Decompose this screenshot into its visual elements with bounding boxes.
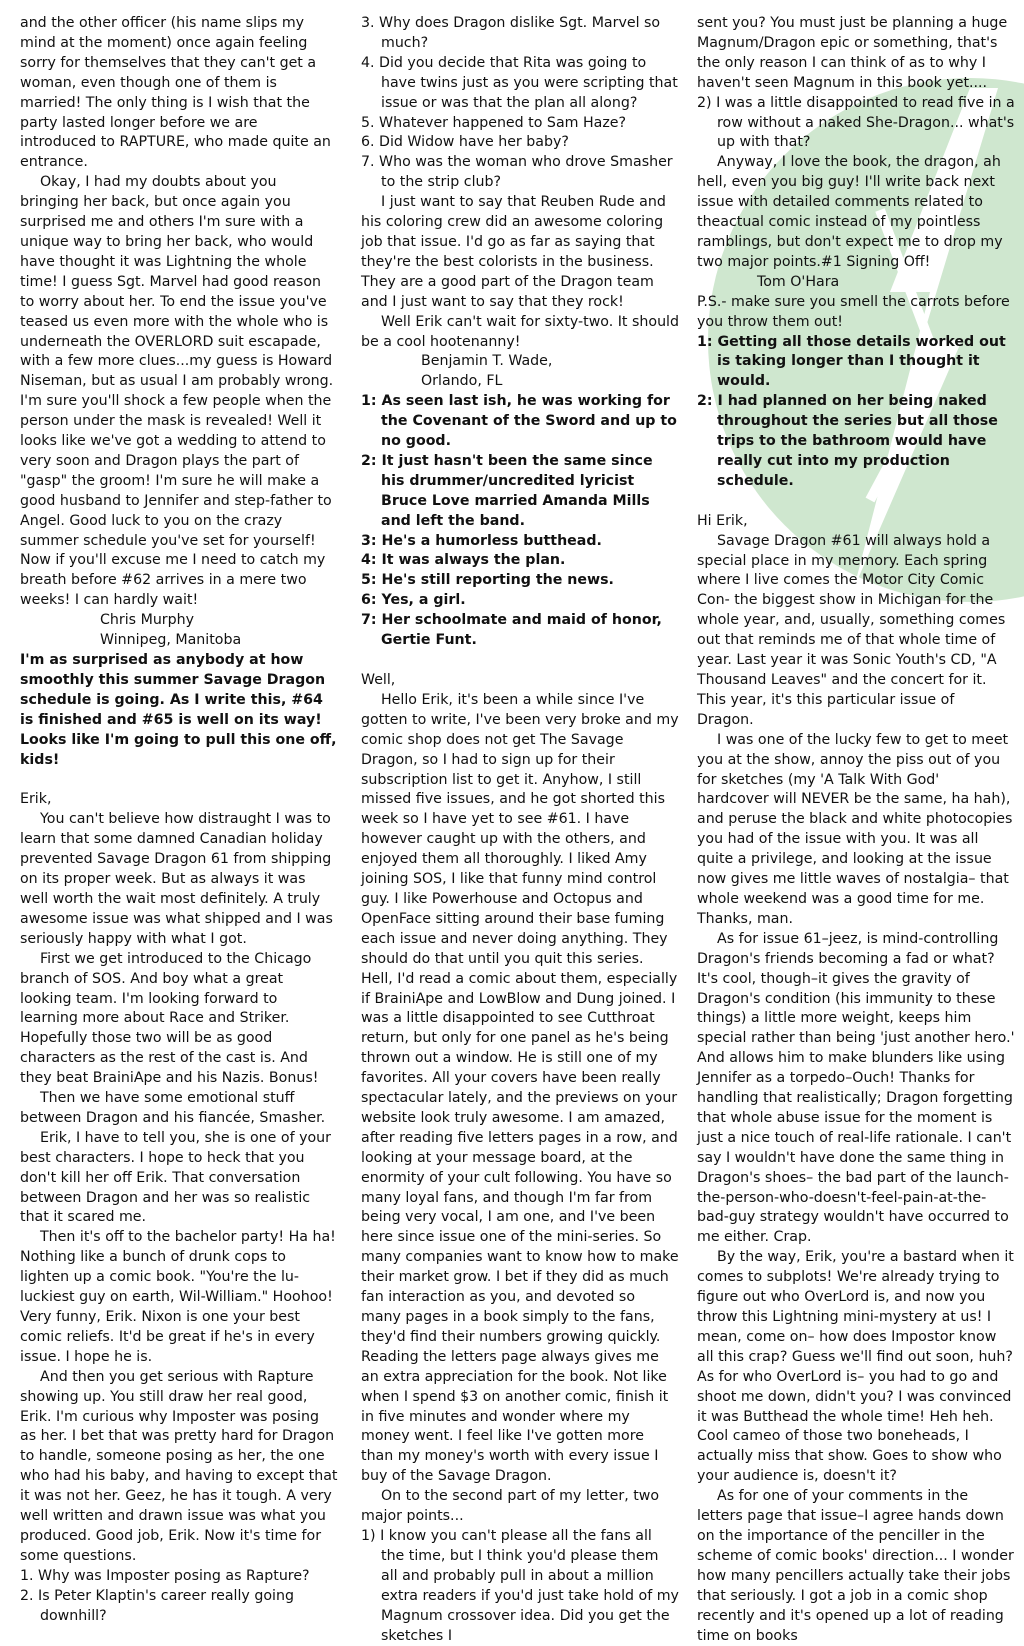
question-item: 7. Who was the woman who drove Smasher to the strip club? xyxy=(361,154,673,191)
letter-paragraph: On to the second part of my letter, two major points... xyxy=(361,1488,660,1525)
column-2 xyxy=(361,14,679,1646)
letter-paragraph: First we get introduced to the Chicago branch of SOS. And boy what a great looking team. I'm looking forward to learning more about Race and Striker. Hopefully those two will be as good characters as the rest of the cast is. And they beat BrainiApe and his Nazis. Bonus! xyxy=(20,950,319,1087)
letter-paragraph: As for one of your comments in the letters page that issue–I agree hands down on the importance of the penciller in the scheme of comic books' direction... I wonder how many pencillers actually take their jobs that seriously. I got a job in a comic shop recently and it's opened up a lot of reading time on books xyxy=(697,1488,1014,1644)
letter-signature-location: Orlando, FL xyxy=(421,373,503,390)
question-item: 6. Did Widow have her baby? xyxy=(361,134,569,151)
letter-paragraph: Hello Erik, it's been a while since I've gotten to write, I've been very broke and my comic shop does not get The Savage Dragon, so I had to sign up for their subscription list to get it. Anyhow, I still missed five issues, and he got shorted this week so I have yet to see #61. I have however caught up with the others, and enjoyed them all thoroughly. I liked Amy joining SOS, I like that funny mind control guy. I like Powerhouse and Octopus and OpenFace sitting around their base fuming each issue and never doing anything. They should do that until you quit this series. Hell, I'd read a comic about them, especially if BrainiApe and LowBlow and Dung joined. I was a little disappointed to see Cutthroat return, but only for one panel as he's being thrown out a window. He is still one of my favorites. All your covers have been really spectacular lately, and the previews on your website look truly awesome. I am amazed, after reading five letters pages in a row, and looking at your message board, at the enormity of your cult following. You have so many loyal fans, and though I'm far from being very vocal, I am one, and I've been here since issue one of the mini-series. So many companies want to know how to make their market grow. I bet if they did as much fan interaction as you, and devoted so many pages in a book simply to the fans, they'd find their numbers growing quickly. Reading the letters page always gives me an extra appreciation for the book. Not like when I spend $3 on another comic, finish it in five minutes and wonder where my money went. I feel like I've gotten more than my money's worth with every issue I buy of the Savage Dragon. xyxy=(361,691,679,1485)
editor-reply: I'm as surprised as anybody at how smoothly this summer Savage Dragon schedule is going. As I write this, #64 is finished and #65 is well on its way! Looks like I'm going to pull this one off, kids! xyxy=(20,652,337,768)
letter-paragraph: Anyway, I love the book, the dragon, ah hell, even you big guy! I'll write back next issue with detailed comments related to theactual comic instead of my pointless ramblings, but don't expect me to drop my two major points.#1 Signing Off! xyxy=(697,154,1003,270)
editor-answer: 6: Yes, a girl. xyxy=(361,592,466,609)
letter-paragraph: I just want to say that Reuben Rude and his coloring crew did an awesome coloring job that issue. I'd go as far as saying that they're the best colorists in the business. They are a good part of the Dragon team and I just want to say that they rock! xyxy=(361,194,666,310)
letter-salutation: Hi Erik, xyxy=(697,512,748,529)
letter-signature-name: Benjamin T. Wade, xyxy=(421,353,553,370)
letter-paragraph: Then it's off to the bachelor party! Ha ha! Nothing like a bunch of drunk cops to lighten up a comic book. "You're the lu-luckiest guy on earth, Wil-William." Hoohoo! Very funny, Erik. Nixon is one your best comic reliefs. It'd be great if he's in every issue. I hope he is. xyxy=(20,1229,336,1365)
letter-signature-location: Winnipeg, Manitoba xyxy=(100,632,242,649)
letter-paragraph: And then you get serious with Rapture showing up. You still draw her real good, Erik. I'm curious why Imposter was posing as her. I bet that was pretty hard for Dragon to handle, someone posing as her, the one who had his baby, and having to except that it was not her. Geez, he has it tough. A very well written and drawn issue was what you produced. Good job, Erik. Now it's time for some questions. xyxy=(20,1368,338,1564)
editor-answer: 7: Her schoolmate and maid of honor, Gertie Funt. xyxy=(361,612,662,649)
letter-paragraph: sent you? You must just be planning a huge Magnum/Dragon epic or something, that's the only reason I can think of as to why I haven't seen Magnum in this book yet.... xyxy=(697,15,1008,91)
question-item: 1. Why was Imposter posing as Rapture? xyxy=(20,1567,310,1584)
letter-paragraph: and the other officer (his name slips my mind at the moment) once again feeling sorry for themselves that they can't get a woman, even though one of them is married! The only thing is I wish that the party lasted longer before we are introduced to RAPTURE, who made quite an entrance. xyxy=(20,15,331,171)
editor-answer: 1: Getting all those details worked out is taking longer than I thought it would. xyxy=(697,333,1006,390)
editor-answer: 3: He's a humorless butthead. xyxy=(361,532,602,549)
question-item: 3. Why does Dragon dislike Sgt. Marvel so much? xyxy=(361,15,661,51)
editor-answer: 1: As seen last ish, he was working for the Covenant of the Sword and up to no good. xyxy=(361,393,677,450)
editor-answer: 2: I had planned on her being naked throughout the series but all those trips to the bathroom would have really cut into my production schedule. xyxy=(697,393,998,489)
letter-salutation: Erik, xyxy=(20,791,52,808)
editor-answer: 5: He's still reporting the news. xyxy=(361,572,614,589)
letter-paragraph: By the way, Erik, you're a bastard when it comes to subplots! We're already trying to figure out who OverLord is, and now you throw this Lightning mini-mystery at us! I mean, come on– how does Impostor know all this crap? Guess we'll find out soon, huh? As for who OverLord is– you had to go and shoot me down, didn't you? I was convinced it was Butthead the whole time! Heh heh. Cool cameo of those two boneheads, I actually miss that show. Goes to show who your audience is, doesn't it? xyxy=(697,1249,1014,1485)
letter-postscript: P.S.- make sure you smell the carrots before you throw them out! xyxy=(697,293,1010,330)
letter-signature-name: Chris Murphy xyxy=(100,612,195,629)
letter-paragraph: I was one of the lucky few to get to meet you at the show, annoy the piss out of you for sketches (my 'A Talk With God' hardcover will NEVER be the same, ha hah), and peruse the black and white photocopies you had of the issue with you. It was all quite a privilege, and looking at the issue now gives me little waves of nostalgia– that whole weekend was a good time for me. Thanks, man. xyxy=(697,731,1013,927)
letter-paragraph: Okay, I had my doubts about you bringing her back, but once again you surprised me and others I'm sure with a unique way to bring her back, who would have thought it was Lightning the whole time! I guess Sgt. Marvel had good reason to worry about her. To end the issue you've teased us even more with the whole who is underneath the OVERLORD suit escapade, with a few more clues...my guess is Howard Niseman, but as usual I am probably wrong. I'm sure you'll shock a few people when the person under the mask is revealed! Well it looks like we've got a wedding to attend to very soon and Dragon plays the part of "gasp" the groom! I'm sure he will make a good husband to Jennifer and step-father to Angel. Good luck to you on the crazy summer schedule you've set for yourself! Now if you'll excuse me I need to catch my breath before #62 arrives in a mere two weeks! I can hardly wait! xyxy=(20,174,334,609)
column-1 xyxy=(20,14,338,1627)
question-item: 4. Did you decide that Rita was going to have twins just as you were scripting that issue or was that the plan all along? xyxy=(361,54,678,111)
editor-answer: 2: It just hasn't been the same since his drummer/uncredited lyricist Bruce Love married Amanda Mills and left the band. xyxy=(361,452,653,529)
letter-paragraph: Well Erik can't wait for sixty-two. It should be a cool hootenanny! xyxy=(361,313,680,350)
letter-paragraph: You can't believe how distraught I was to learn that some damned Canadian holiday prevented Savage Dragon 61 from shipping on its proper week. But as always it was well worth the wait most definitely. A truly awesome issue was what shipped and I was seriously happy with what I got. xyxy=(20,811,333,947)
letter-paragraph: As for issue 61–jeez, is mind-controlling Dragon's friends becoming a fad or what? It's cool, though–it gives the gravity of Dragon's condition (his immunity to these things) a little more weight, keeps him special rather than being 'just another hero.' And allows him to make blunders like using Jennifer as a torpedo–Ouch! Thanks for handling that realistically; Dragon forgetting that whole abuse issue for the moment is just a nice touch of real-life rationale. I can't say I wouldn't have done the same thing in Dragon's shoes– the bad part of the launch-the-person-who-doesn't-feel-pain-at-the-bad-guy strategy wouldn't have occurred to me either. Crap. xyxy=(697,930,1015,1246)
letter-paragraph: Savage Dragon #61 will always hold a special place in my memory. Each spring where I live comes the Motor City Comic Con- the biggest show in Michigan for the whole year, and, usually, something comes out that reminds me of that whole time of year. Last year it was Sonic Youth's CD, "A Thousand Leaves" and the concert for it. This year, it's this particular issue of Dragon. xyxy=(697,532,1006,728)
letter-point: 2) I was a little disappointed to read five in a row without a naked She-Dragon... what's up with that? xyxy=(697,94,1015,151)
letter-paragraph: Then we have some emotional stuff between Dragon and his fiancée, Smasher. xyxy=(20,1090,326,1126)
letter-point: 1) I know you can't please all the fans all the time, but I think you'd please them all and probably pull in about a million extra readers if you'd just take hold of my Magnum crossover idea. Did you get the sketches I xyxy=(361,1527,679,1644)
editor-answer: 4: It was always the plan. xyxy=(361,552,566,569)
column-3 xyxy=(697,14,1015,1646)
letter-salutation: Well, xyxy=(361,672,396,688)
question-item: 2. Is Peter Klaptin's career really going downhill? xyxy=(20,1587,294,1624)
letter-signature-name: Tom O'Hara xyxy=(757,273,840,290)
question-item: 5. Whatever happened to Sam Haze? xyxy=(361,114,627,131)
letter-paragraph: Erik, I have to tell you, she is one of your best characters. I hope to heck that you don't kill her off Erik. That conversation between Dragon and her was so realistic that it scared me. xyxy=(20,1129,331,1226)
